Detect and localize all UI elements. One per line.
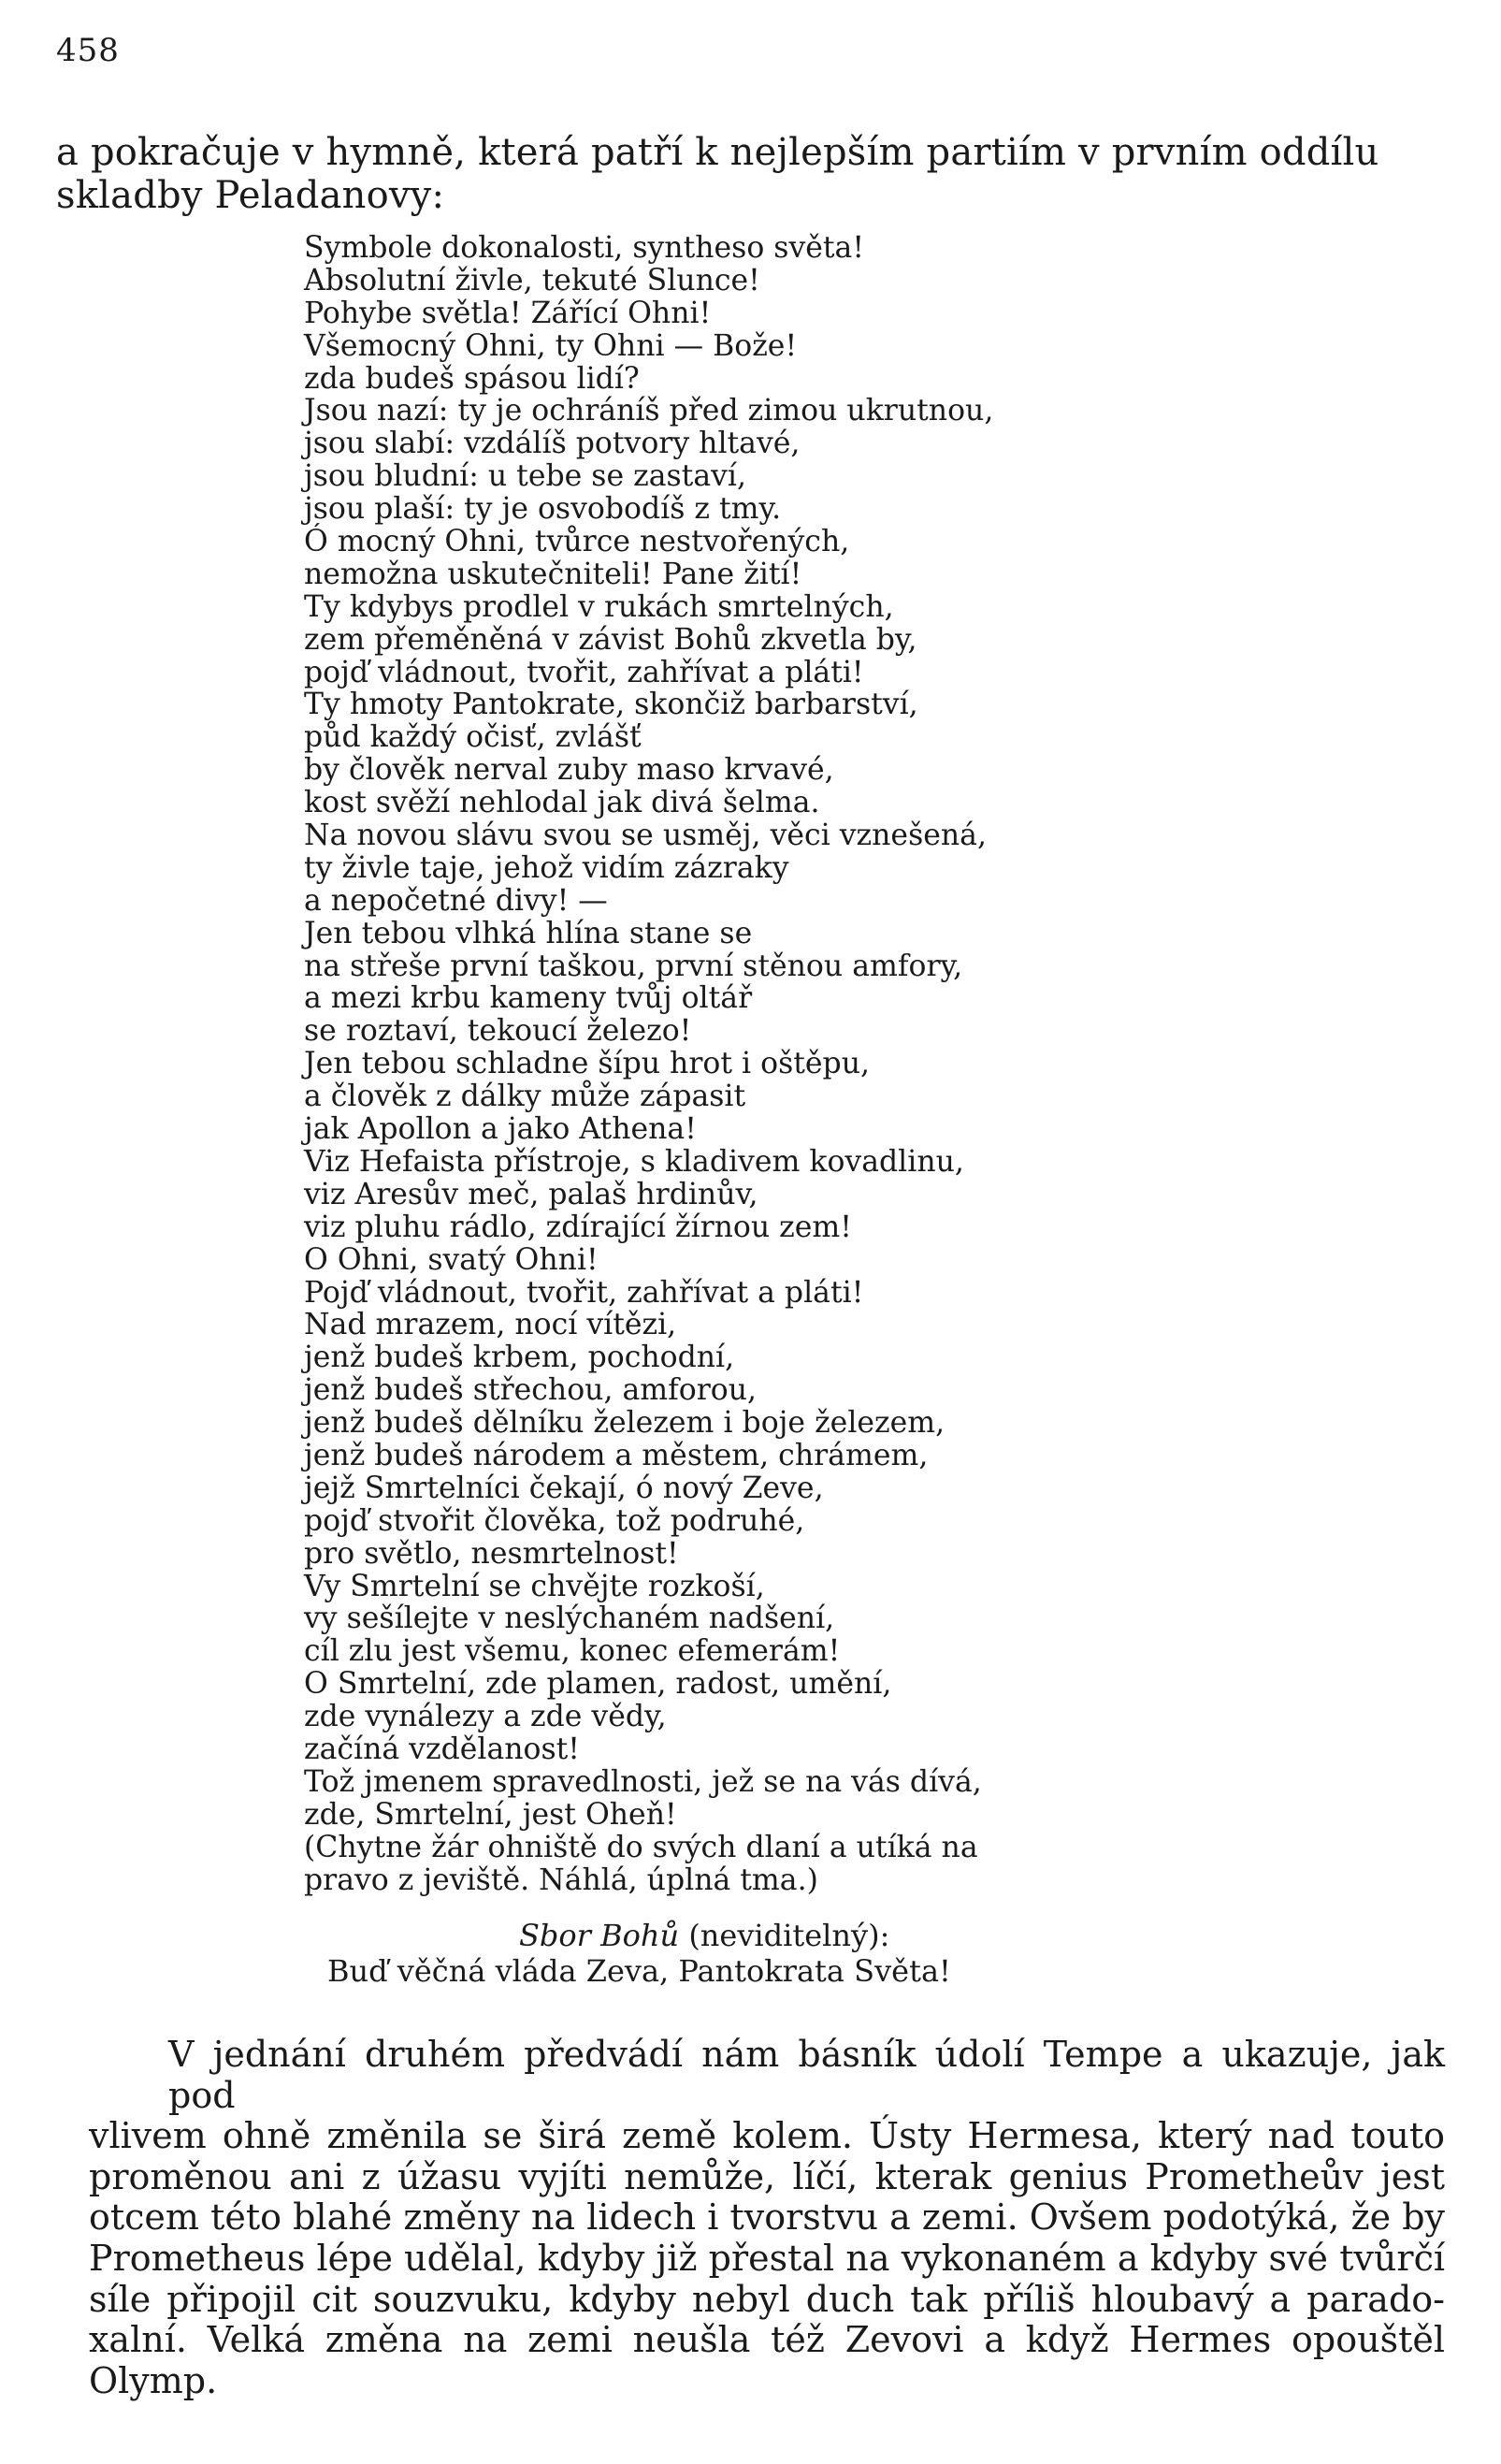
poem-line: a mezi krbu kameny tvůj oltář [304, 981, 753, 1016]
poem-line: Jen tebou schladne šípu hrot i oštěpu, [304, 1047, 871, 1081]
chorus-block [327, 1918, 1169, 1989]
poem-line: pravo z jeviště. Náhlá, úplná tma.) [304, 1862, 818, 1897]
chorus-speaker: Sbor Bohů [519, 1918, 680, 1953]
poem-line: cíl zlu jest všemu, konec efemerám! [304, 1634, 841, 1669]
poem-block [304, 232, 1239, 1896]
prose-paragraph [89, 2035, 1445, 2401]
prose-line: V jednání druhém předvádí nám básník údolí Tempe a ukazuje, jak pod [168, 2034, 1445, 2116]
poem-line: začíná vzdělanost! [304, 1732, 580, 1766]
poem-line: se roztaví, tekoucí železo! [304, 1014, 692, 1049]
intro-paragraph: a pokračuje v hymně, která patří k nejlepším partiím v prvním oddílu skladby Peladanovy: [56, 131, 1379, 217]
poem-line: jejž Smrtelníci čekají, ó nový Zeve, [304, 1471, 824, 1505]
poem-line: Pohybe světla! Zářící Ohni! [304, 296, 712, 330]
poem-line: O Smrtelní, zde plamen, radost, umění, [304, 1667, 892, 1702]
chorus-line: Buď věčná vláda Zeva, Pantokrata Světa! [327, 1953, 951, 1989]
poem-line: O Ohni, svatý Ohni! [304, 1242, 599, 1277]
poem-line: zem přeměněná v závist Bohů zkvetla by, [304, 622, 917, 657]
poem-line: by člověk nerval zuby maso krvavé, [304, 753, 834, 788]
prose-line: otcem této blahé změny na lidech i tvorstvu a zemi. Ovšem podotýká, že by [89, 2196, 1445, 2239]
poem-line: Pojď vládnout, tvořit, zahřívat a pláti! [304, 1275, 864, 1310]
poem-line: nemožna uskutečniteli! Pane žití! [304, 557, 802, 591]
poem-line: Jsou nazí: ty je ochráníš před zimou ukrutnou, [304, 394, 994, 428]
poem-line: vy sešílejte v neslýchaném nadšení, [304, 1602, 835, 1636]
poem-line: viz Aresův meč, palaš hrdinův, [304, 1177, 758, 1211]
poem-line: viz pluhu rádlo, zdírající žírnou zem! [304, 1210, 852, 1244]
poem-line: a člověk z dálky může zápasit [304, 1080, 746, 1114]
poem-line: jenž budeš národem a městem, chrámem, [304, 1438, 929, 1472]
poem-line: Jen tebou vlhká hlína stane se [304, 916, 753, 950]
poem-line: pojď stvořit člověka, tož podruhé, [304, 1503, 805, 1538]
prose-line: síle připojil cit souzvuku, kdyby nebyl duch tak příliš hloubavý a parado- [89, 2278, 1445, 2320]
prose-line: vlivem ohně změnila se širá země kolem. Ústy Hermesa, který nad touto [89, 2115, 1445, 2157]
poem-line: jak Apollon a jako Athena! [304, 1112, 697, 1147]
prose-line: xalní. Velká změna na zemi neušla též Zevovi a když Hermes opouštěl Olymp. [89, 2319, 1445, 2401]
poem-line: Nad mrazem, nocí vítězi, [304, 1308, 677, 1342]
poem-line: pro světlo, nesmrtelnost! [304, 1536, 679, 1571]
poem-line: na střeše první taškou, první stěnou amfory, [304, 949, 963, 983]
poem-line: zda budeš spásou lidí? [304, 361, 640, 396]
poem-line: ty živle taje, jehož vidím zázraky [304, 850, 789, 885]
poem-line: zde, Smrtelní, jest Oheň! [304, 1797, 677, 1832]
page-number: 458 [56, 32, 120, 69]
poem-line: a nepočetné divy! — [304, 883, 608, 918]
poem-line: jenž budeš střechou, amforou, [304, 1373, 758, 1408]
poem-line: Symbole dokonalosti, syntheso světa! [304, 231, 864, 265]
poem-line: jenž budeš dělníku železem i boje železem, [304, 1406, 945, 1441]
poem-line: jsou plaší: ty je osvobodíš z tmy. [304, 492, 782, 527]
prose-line: proměnou ani z úžasu vyjíti nemůže, líčí, kterak genius Prometheův jest [89, 2155, 1445, 2197]
poem-line: zde vynálezy a zde vědy, [304, 1700, 667, 1734]
poem-line: (Chytne žár ohniště do svých dlaní a utíká na [304, 1830, 978, 1864]
poem-line: pojď vládnout, tvořit, zahřívat a pláti! [304, 655, 864, 689]
poem-line: Viz Hefaista přístroje, s kladivem kovadlinu, [304, 1144, 964, 1179]
poem-line: kost svěží nehlodal jak divá šelma. [304, 786, 820, 820]
poem-line: Na novou slávu svou se usměj, věci vznešená, [304, 819, 987, 853]
poem-line: Tož jmenem spravedlnosti, jež se na vás dívá, [304, 1764, 982, 1799]
poem-line: jsou bludní: u tebe se zastaví, [304, 459, 746, 494]
poem-line: Vy Smrtelní se chvějte rozkoší, [304, 1569, 765, 1603]
chorus-heading [327, 1918, 1169, 1953]
poem-line: Ó mocný Ohni, tvůrce nestvořených, [304, 525, 850, 559]
poem-line: Ty hmoty Pantokrate, skončiž barbarství, [304, 688, 918, 722]
poem-line: Všemocný Ohni, ty Ohni — Bože! [304, 328, 798, 363]
poem-line: Absolutní živle, tekuté Slunce! [304, 263, 760, 297]
prose-line: Prometheus lépe udělal, kdyby již přestal na vykonaném a kdyby své tvůrčí [89, 2237, 1445, 2279]
poem-line: půd každý očisť, zvlášť [304, 720, 642, 755]
poem-line: Ty kdybys prodlel v rukách smrtelných, [304, 589, 894, 624]
poem-line: jenž budeš krbem, pochodní, [304, 1341, 735, 1375]
poem-line: jsou slabí: vzdálíš potvory hltavé, [304, 427, 801, 461]
chorus-speaker-note: (neviditelný): [688, 1918, 890, 1953]
